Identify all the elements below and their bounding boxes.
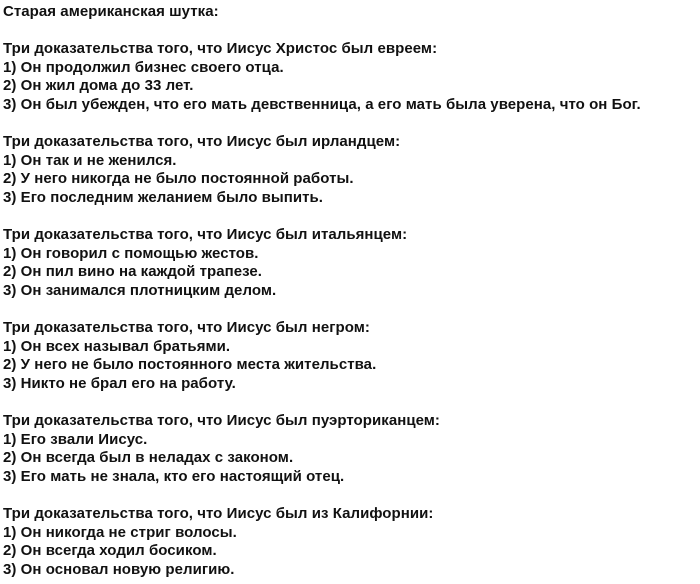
list-item: 2) Он пил вино на каждой трапезе. (3, 263, 263, 281)
list-item: 3) Его мать не знала, кто его настоящий отец. (3, 467, 345, 485)
section-heading: Три доказательства того, что Иисус был негром: (3, 319, 370, 337)
list-item: 2) У него не было постоянного места жительства. (3, 356, 377, 374)
section-heading: Три доказательства того, что Иисус был пуэрториканцем: (3, 412, 440, 430)
section-heading: Три доказательства того, что Иисус был из Калифорнии: (3, 505, 434, 523)
list-item: 1) Он всех называл братьями. (3, 337, 231, 355)
section-heading: Три доказательства того, что Иисус Христос был евреем: (3, 40, 438, 58)
section-italian (3, 226, 697, 300)
list-item: 1) Он так и не женился. (3, 151, 177, 169)
list-item: 1) Он говорил с помощью жестов. (3, 244, 259, 262)
section-jewish (3, 40, 697, 114)
section-heading: Три доказательства того, что Иисус был итальянцем: (3, 226, 408, 244)
list-item: 3) Он основал новую религию. (3, 560, 235, 578)
list-item: 3) Никто не брал его на работу. (3, 374, 236, 392)
section-irish (3, 133, 697, 207)
document-title: Старая американская шутка: (3, 3, 219, 20)
list-item: 1) Его звали Иисус. (3, 430, 148, 448)
list-item: 2) Он всегда был в неладах с законом. (3, 449, 294, 467)
list-item: 2) У него никогда не было постоянной работы. (3, 170, 354, 188)
section-heading: Три доказательства того, что Иисус был ирландцем: (3, 133, 401, 151)
section-puerto-rican (3, 412, 697, 486)
list-item: 3) Его последним желанием было выпить. (3, 188, 324, 206)
list-item: 1) Он продолжил бизнес своего отца. (3, 58, 284, 76)
list-item: 2) Он жил дома до 33 лет. (3, 77, 194, 95)
list-item: 3) Он был убежден, что его мать девственница, а его мать была уверена, что он Бог. (3, 95, 641, 113)
list-item: 1) Он никогда не стриг волосы. (3, 523, 237, 541)
list-item: 2) Он всегда ходил босиком. (3, 542, 217, 560)
joke-document (3, 3, 697, 579)
list-item: 3) Он занимался плотницким делом. (3, 281, 277, 299)
section-californian (3, 505, 697, 579)
section-black (3, 319, 697, 393)
